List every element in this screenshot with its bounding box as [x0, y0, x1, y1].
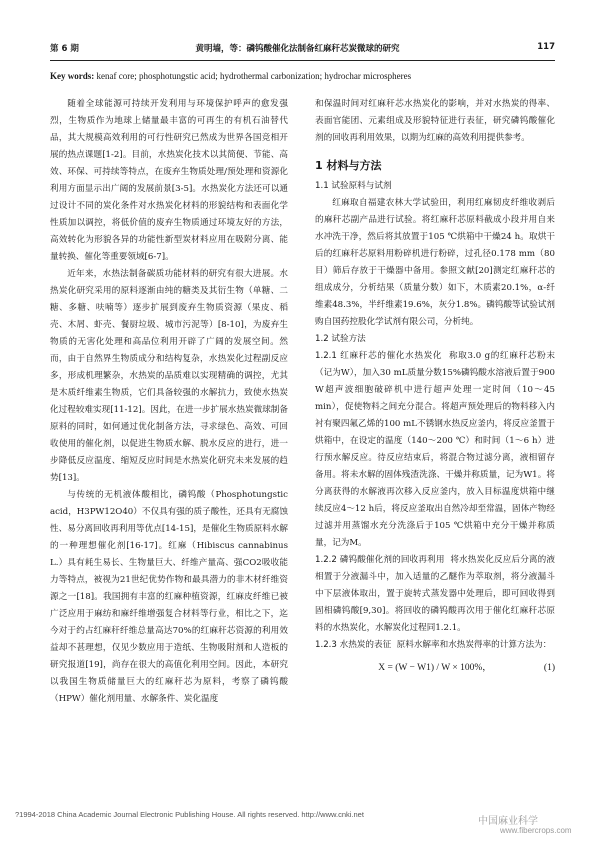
subsection-1-2: 1.2 试验方法	[315, 334, 366, 344]
section-heading: 1 材料与方法	[315, 159, 382, 172]
equation-body: X = (W − W1) / W × 100%，	[378, 663, 492, 673]
method-1-2-1	[315, 348, 555, 552]
keywords-label: Key words:	[50, 71, 95, 81]
page-number: 117	[537, 42, 555, 52]
method-1-2-2	[315, 552, 555, 637]
header-rule	[50, 60, 555, 61]
method-1-2-3	[315, 637, 555, 654]
copyright-notice: ?1994-2018 China Academic Journal Electronic Publishing House. All rights reserved. http://www.cnki.net	[15, 810, 364, 819]
subsection-1-2-3-heading: 1.2.3 水热炭的表征	[315, 640, 392, 650]
right-column	[315, 96, 555, 677]
subsection-1-2-2-text: 将水热炭化反应后分离的液相置于分液漏斗中，加入适量的乙醚作为萃取剂，将分液漏斗中下层液体取出，置于旋转式蒸发器中处理后，即可回收得到固相磷钨酸[9,30]。将回收的磷钨酸再次用于催化红麻秆芯原料的水热炭化，水解炭化过程同1.2.1。	[315, 555, 555, 633]
subsection-1-2-3-text: 原料水解率和水热炭得率的计算方法为：	[396, 640, 552, 650]
subsection-1-2-2-heading: 1.2.2 磷钨酸催化剂的回收再利用	[315, 555, 445, 565]
page-header	[0, 42, 595, 56]
left-column	[50, 96, 288, 708]
issue-number: 第 6 期	[50, 44, 79, 54]
watermark-logo: 中国麻业科学	[478, 816, 538, 827]
subsection-1-2-1-text: 称取3.0 g的红麻秆芯粉末（记为W），加入30 mL质量分数15%磷钨酸水溶液后置于900 W超声波细胞破碎机中进行超声处理一定时间（10～45 min），促使物料之间充分混合。将超声预处理后的物料移入内衬有聚四氟乙烯的100 mL不锈钢水热反应釜内，将反应釜置于烘箱中，在设定的温度（140～200 ℃）和时间（1～6 h）进行预水解反应。待反应结束后，将混合物过滤分离，液相留存备用。将未水解的固体残渣洗涤、干燥并称质量，记为W1。将分离获得的水解液再次移入反应釜内，放入目标温度烘箱中继续反应4～12 h后，将反应釜取出自然冷却至常温，固体产物经过滤并用蒸馏水充分洗涤后于105 ℃烘箱中充分干燥并称质量，记为M。	[315, 351, 555, 548]
subsection-1-1: 1.1 试验原料与试剂	[315, 181, 392, 191]
intro-paragraph-cont: 和保温时间对红麻秆芯水热炭化的影响，并对水热炭的得率、表面官能团、元素组成及形貌特征进行表征，研究磷钨酸催化剂的回收再利用效果，以期为红麻的高效利用提供参考。	[315, 99, 555, 143]
equation-number: (1)	[543, 663, 555, 673]
intro-paragraph-1: 随着全球能源可持续开发利用与环境保护呼声的愈发强烈，生物质作为地球上储量最丰富的可再生的有机石油替代品，其大规模高效利用的可行性研究已然成为世界各国竞相开展的热点课题[1-2]。目前，水热炭化技术以其简便、节能、高效、环保、可持续等特点，在废弃生物质处理/预处理和资源化利用方面显示出广阔的发展前景[3-5]。水热炭化方法还可以通过设计不同的炭化条件对水热炭化材料的形貌结构和表面化学性质加以调控，将低价值的废弃生物质通过环境友好的方法，高效转化为形貌各异的功能性新型炭材料应用在吸附分离、能量转换、催化等重要领域[6-7]。	[50, 99, 288, 262]
running-title: 黄明墙，等：磷钨酸催化法制备红麻秆芯炭微球的研究	[195, 44, 400, 54]
materials-paragraph: 红麻取自福建农林大学试验田，利用红麻韧皮纤维收剥后的麻秆芯副产品进行试验。将红麻秆芯原料截成小段并用自来水冲洗干净，然后将其放置于105 ℃烘箱中干燥24 h。取烘干后的红麻秆芯原料用粉碎机进行粉碎，过孔径0.178 mm（80 目）筛后存放于干燥器中备用。参照文献[20]测定红麻秆芯的组成成分，分析结果（质量分数）如下，木质素20.1%，α-纤维素48.3%，半纤维素19.6%，灰分1.8%。磷钨酸等试验试剂购自国药控股化学试剂有限公司，分析纯。	[315, 198, 555, 327]
intro-paragraph-2: 近年来，水热法制备碳质功能材料的研究有很大进展。水热炭化研究采用的原料逐渐由纯的糖类及其衍生物（单糖、二糖、多糖、呋喃等）逐步扩展到废弃生物质资源（果皮、稻壳、木屑、虾壳、餐厨垃圾、城市污泥等）[8-10]，为废弃生物质的无害化处理和高品位利用开辟了广阔的发展空间。然而，由于自然界生物质成分和结构复杂，水热炭化过程副反应多，形成机理繁杂，水热炭的品质难以实现精确的调控，尤其是木质纤维素生物质，它们具备较强的水解抗力，致使水热炭化过程较难实现[11-12]。因此，在进一步扩展水热炭微球制备原料的同时，如何通过优化制备方法，寻求绿色、高效、可回收使用的催化剂，以促进生物质水解、脱水反应的进行，进一步降低反应温度、缩短反应时间是水热炭化研究未来发展的趋势[13]。	[50, 269, 288, 483]
keywords-text: kenaf core; phosphotungstic acid; hydrothermal carbonization; hydrochar microspheres	[96, 71, 412, 81]
intro-paragraph-3: 与传统的无机液体酸相比，磷钨酸（Phosphotungstic acid，H3PW12O40）不仅具有强的质子酸性，还具有无腐蚀性、易分离回收再利用等优点[14-15]，是催化生物质原料水解的一种理想催化剂[16-17]。红麻（Hibiscus cannabinus L.）具有耗生易长、生物量巨大、纤维产量高、强CO2吸收能力等特点，被视为21世纪优势作物和最具潜力的非木材纤维资源之一[18]。我国拥有丰富的红麻种植资源，红麻皮纤维已被广泛应用于麻纺和麻纤维增强复合材料等行业，相比之下，迄今对于约占红麻秆纤维总量高达70%的红麻秆芯资源的利用效益却不甚理想，仅见少数应用于造纸、生物吸附剂和人造板的研究报道[19]，尚存在很大的高值化利用空间。因此，本研究以我国生物质储量巨大的红麻秆芯为原料，考察了磷钨酸（HPW）催化剂用量、水解条件、炭化温度	[50, 490, 288, 704]
keywords	[50, 70, 555, 82]
subsection-1-2-1-heading: 1.2.1 红麻秆芯的催化水热炭化	[315, 351, 443, 361]
watermark-url: www.fibercrops.com	[500, 826, 572, 835]
equation-1	[315, 660, 555, 677]
